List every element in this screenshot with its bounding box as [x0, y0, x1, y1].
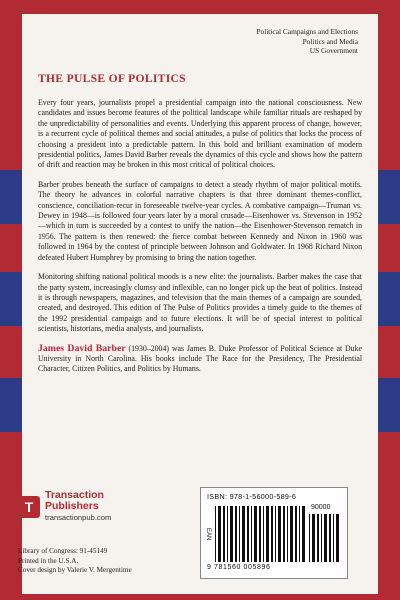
credits	[18, 547, 132, 576]
publisher-logo	[18, 490, 111, 523]
price-code: 90000	[311, 504, 331, 511]
credit-line: Cover design by Valerie V. Mergentime	[18, 566, 132, 575]
credit-line: Printed in the U.S.A.	[18, 556, 79, 565]
publisher-t-icon: T	[18, 496, 40, 518]
price-barcode-icon	[309, 514, 339, 562]
subject-categories	[256, 27, 358, 56]
author-name: James David Barber	[38, 342, 126, 354]
ean-label: EAN	[205, 528, 211, 541]
publisher-name-line2: Publishers	[45, 500, 99, 512]
book-title: THE PULSE OF POLITICS	[38, 72, 186, 85]
description-paragraph: Every four years, journalists propel a presidential campaign into the national consciousness. New candidates and issues become features of the political landscape while familiar rituals are reshaped by the unpredictability of personalities and events. Underlying this apparent process of change, however, is a recurrent cycle of political themes and social attitudes, a pulse of politics that locks the process of choosing a president into a predictable pattern. In this bold and brilliant examination of modern presidential politics, James David Barber reveals the dynamics of this cycle and shows how the pattern of drift and reaction may be broken in this most critical of political choices.	[38, 98, 362, 170]
barcode-box	[200, 487, 348, 579]
author-bio-text: (1930–2004) was James B. Duke Professor of Political Science at Duke University in North Carolina. His books include The Race for the Presidency, The Presidential Character, Citizen Politics, and Politics by Humans.	[38, 343, 362, 374]
publisher-url: transactionpub.com	[45, 513, 112, 522]
credit-line: Library of Congress: 91-45149	[18, 547, 108, 555]
barcode-digits: 9 781560 005896	[207, 564, 271, 571]
author-bio	[38, 344, 362, 375]
category-line: Politics and Media	[302, 36, 358, 46]
description-paragraph: Monitoring shifting national political moods is a new elite: the journalists. Barber makes the case that the party system, increasingly clumsy and inflexible, can no longer pick up the beat of politics. Instead it is through newspapers, magazines, and television that the main themes of a campaign are sounded, created, and destroyed. This edition of The Pulse of Politics provides a timely guide to the themes of the 1992 presidential campaign and to future elections. It will be of special interest to political scientists, historians, media analysts, and journalists.	[38, 272, 362, 334]
barcode-icon	[215, 506, 307, 562]
category-line: US Government	[309, 46, 358, 56]
publisher-name-line1: Transaction	[45, 489, 104, 501]
isbn-label: ISBN: 978-1-56000-589-6	[207, 492, 297, 501]
category-line: Political Campaigns and Elections	[256, 27, 358, 36]
description-paragraph: Barber probes beneath the surface of campaigns to detect a steady rhythm of major political motifs. The theory he advances in colorful narrative chapters is that three dominant themes-conflict, conscience, conciliation-recur in foreseeable twelve-year cycles. A combative campaign—Truman vs. Dewey in 1948—is followed four years later by a moral crusade—Eisenhower vs. Stevenson in 1952—which in turn is succeeded by a contest to unify the nation—the Eisenhower-Stevenson rematch in 1956. The pattern is then renewed: the fierce combat between Kennedy and Nixon in 1960 was followed in 1964 by the contest of principle between Johnson and Goldwater. In 1968 Richard Nixon defeated Hubert Humphrey by promising to bring the nation together.	[38, 179, 362, 262]
description	[38, 98, 362, 384]
